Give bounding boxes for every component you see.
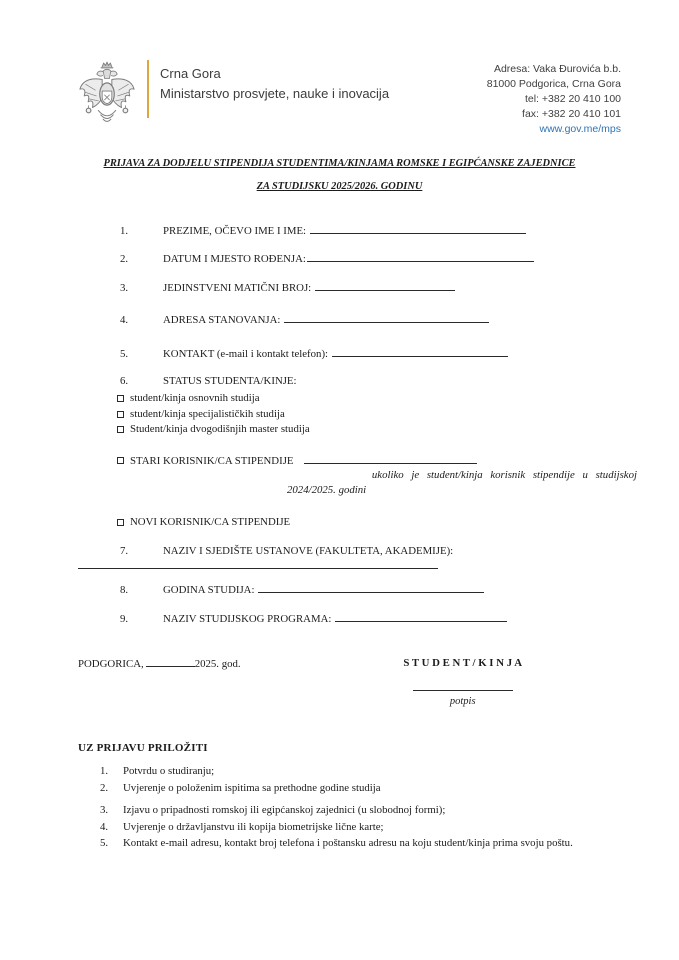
field-label: KONTAKT (e-mail i kontakt telefon): [163,348,329,360]
country-name: Crna Gora [160,66,221,81]
blank-line [310,224,526,234]
ministry-brand [76,58,389,130]
new-beneficiary-row [117,515,679,531]
blank-line [258,583,484,593]
checkbox-icon [117,395,124,402]
field-row-address [120,313,679,327]
field-number: 8. [120,584,129,596]
gold-divider [147,60,149,118]
field-label: NAZIV STUDIJSKOG PROGRAMA: [163,613,332,625]
field-row-birth [120,252,679,266]
field-number: 4. [120,314,129,326]
status-option-label: student/kinja osnovnih studija [130,392,260,404]
status-option-master-studies [117,422,679,438]
field-label: GODINA STUDIJA: [163,584,255,596]
attachment-item [78,819,637,836]
field-row-study-year [120,583,679,597]
field-number: 5. [120,348,129,360]
field-number: 1. [120,225,129,237]
blank-line [335,612,507,622]
date-blank-line [146,657,195,667]
attachment-text: Uvjerenje o položenim ispitima sa prethodne godine studija [123,781,381,794]
status-option-label: student/kinja specijalističkih studija [130,407,285,420]
checkbox-icon [117,457,124,464]
contact-block [487,58,621,137]
old-beneficiary-note-line2: 2024/2025. godini [287,483,367,496]
place-date-line [78,657,241,707]
field-row-id-number [120,281,679,295]
field-label: ADRESA STANOVANJA: [163,314,281,326]
attachment-text: Izjavu o pripadnosti romskoj ili egipćanskoj zajednici (u slobodnoj formi); [123,804,446,816]
field-row-status [120,375,679,389]
student-label: S T U D E N T / K I N J A [403,657,522,669]
attachment-number: 4. [100,820,109,833]
attachment-number: 3. [100,804,109,816]
field-label: PREZIME, OČEVO IME I IME: [163,225,307,237]
field-row-contact [120,347,679,361]
address-line: Adresa: Vaka Đurovića b.b. [493,63,621,75]
place-label: PODGORICA, [78,658,144,670]
blank-line [332,347,508,357]
montenegro-coat-of-arms-icon [76,58,138,130]
signature-section [0,657,679,707]
attachment-number: 5. [100,837,109,849]
attachments-section [78,742,637,852]
old-beneficiary-row [117,454,679,467]
field-number: 2. [120,253,129,265]
attachments-heading: UZ PRIJAVU PRILOŽITI [78,742,208,754]
status-option-label: Student/kinja dvogodišnjih master studija [130,423,310,435]
field-label: STATUS STUDENTA/KINJE: [163,375,297,387]
attachment-number: 2. [100,781,109,794]
attachment-text: Uvjerenje o državljanstvu ili kopija biometrijske lične karte; [123,820,384,833]
field-label: NAZIV I SJEDIŠTE USTANOVE (FAKULTETA, AKADEMIJE): [163,545,454,557]
blank-line [284,313,489,323]
attachment-item [78,780,637,797]
fax-line: fax: +382 20 410 101 [522,108,621,120]
status-option-specialist-studies [117,407,679,423]
form-title [0,157,679,194]
blank-line [78,559,438,569]
student-signature-block [403,657,522,707]
website-link[interactable]: www.gov.me/mps [539,123,621,135]
checkbox-icon [117,519,124,526]
blank-line [315,281,455,291]
field-row-study-program [120,612,679,626]
old-beneficiary-note-line1: ukoliko je student/kinja korisnik stipendije u studijskoj [371,468,637,481]
attachment-item [78,763,637,780]
year-label: 2025. god. [194,658,241,670]
new-beneficiary-label: NOVI KORISNIK/CA STIPENDIJE [130,515,291,528]
field-number: 6. [120,375,129,387]
attachment-text: Potvrdu o studiranju; [123,765,215,777]
status-option-basic-studies [117,391,679,407]
field-row-surname [120,224,679,238]
attachment-number: 1. [100,765,109,777]
institution-blank-row [120,559,679,571]
field-label: DATUM I MJESTO ROĐENJA: [163,253,306,265]
form-body [120,224,679,626]
checkbox-icon [117,411,124,418]
attachments-list [78,763,637,852]
signature-caption: potpis [449,696,476,707]
field-number: 9. [120,613,129,625]
attachment-item [78,835,637,852]
form-title-line1: PRIJAVA ZA DODJELU STIPENDIJA STUDENTIMA/KINJAMA ROMSKE I EGIPĆANSKE ZAJEDNICE [103,158,576,169]
form-title-line2: ZA STUDIJSKU 2025/2026. GODINU [256,181,423,192]
field-label: JEDINSTVENI MATIČNI BROJ: [163,282,312,294]
field-number: 3. [120,282,129,294]
address-line: 81000 Podgorica, Crna Gora [486,78,621,90]
checkbox-icon [117,426,124,433]
phone-line: tel: +382 20 410 100 [524,93,621,105]
old-beneficiary-label: STARI KORISNIK/CA STIPENDIJE [130,454,294,467]
attachment-item [78,802,637,819]
ministry-name: Ministarstvo prosvjete, nauke i inovacija [160,86,390,101]
signature-blank-line [413,669,513,691]
field-row-institution [120,545,679,559]
field-number: 7. [120,545,129,557]
blank-line [307,252,534,262]
blank-line [304,454,477,464]
attachment-text: Kontakt e-mail adresu, kontakt broj telefona i poštansku adresu na koju student/kinja prima svoju poštu. [123,837,573,849]
letterhead [0,0,679,137]
